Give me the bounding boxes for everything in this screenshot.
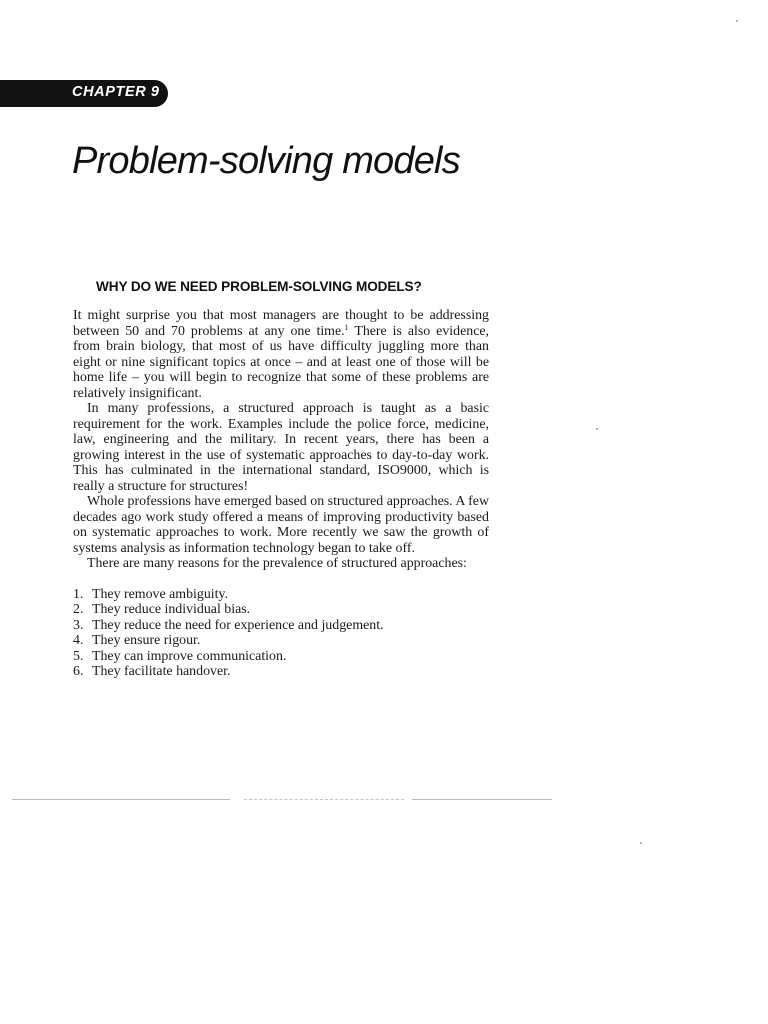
list-item bbox=[73, 633, 489, 649]
list-item-number: 6. bbox=[73, 664, 84, 679]
scan-speck bbox=[596, 428, 598, 430]
paragraph-1 bbox=[73, 308, 489, 401]
list-item-number: 5. bbox=[73, 648, 84, 664]
list-item-text: They remove ambiguity. bbox=[92, 586, 229, 602]
list-item-number: 2. bbox=[73, 602, 84, 617]
scan-rule-left bbox=[12, 799, 230, 800]
list-item-text: They ensure rigour. bbox=[92, 633, 201, 648]
list-item bbox=[73, 664, 489, 680]
list-item-text: They reduce the need for experience and judgement. bbox=[92, 617, 384, 633]
paragraph-1-text-a: It might surprise you that most managers are thought to be addressing between 50 and 70 problems at any one time. bbox=[73, 308, 489, 339]
list-item-text: They facilitate handover. bbox=[92, 664, 231, 679]
page-title: Problem-solving models bbox=[72, 140, 460, 182]
list-item-number: 1. bbox=[73, 586, 84, 602]
footnote-marker: 1 bbox=[344, 322, 349, 332]
list-item bbox=[73, 649, 489, 665]
section-heading: WHY DO WE NEED PROBLEM-SOLVING MODELS? bbox=[96, 279, 422, 294]
body-text bbox=[73, 308, 489, 680]
paragraph-3: Whole professions have emerged based on structured approaches. A few decades ago work study offered a means of improving productivity based on systematic approaches to work. More recently we saw the growth of systems analysis as information technology began to take off. bbox=[73, 494, 489, 556]
list-item-text: They reduce individual bias. bbox=[92, 602, 251, 617]
scan-rule-middle bbox=[244, 799, 404, 800]
list-item bbox=[73, 587, 489, 603]
list-item bbox=[73, 602, 489, 618]
paragraph-1-text-b: There is also evidence, from brain biology, that most of us have difficulty juggling more than eight or nine significant topics at once – and at least one of those will be home life – you will begin to recognize that some of these problems are relatively insignificant. bbox=[73, 323, 490, 401]
chapter-banner bbox=[0, 80, 168, 107]
list-item-text: They can improve communication. bbox=[92, 648, 287, 664]
list-item bbox=[73, 618, 489, 634]
list-item-number: 3. bbox=[73, 617, 84, 633]
scan-speck bbox=[736, 20, 738, 22]
reasons-list bbox=[73, 587, 489, 680]
scan-speck bbox=[640, 842, 642, 844]
list-item-number: 4. bbox=[73, 633, 84, 648]
paragraph-4: There are many reasons for the prevalence of structured approaches: bbox=[87, 556, 467, 571]
scan-rule-right bbox=[412, 799, 552, 800]
chapter-label: CHAPTER 9 bbox=[72, 84, 160, 100]
paragraph-2: In many professions, a structured approach is taught as a basic requirement for the work. Examples include the police force, medicine, law, engineering and the military. In recent years, there has been a growing interest in the use of systematic approaches to day-to-day work. This has culminated in the international standard, ISO9000, which is really a structure for structures! bbox=[73, 401, 489, 494]
